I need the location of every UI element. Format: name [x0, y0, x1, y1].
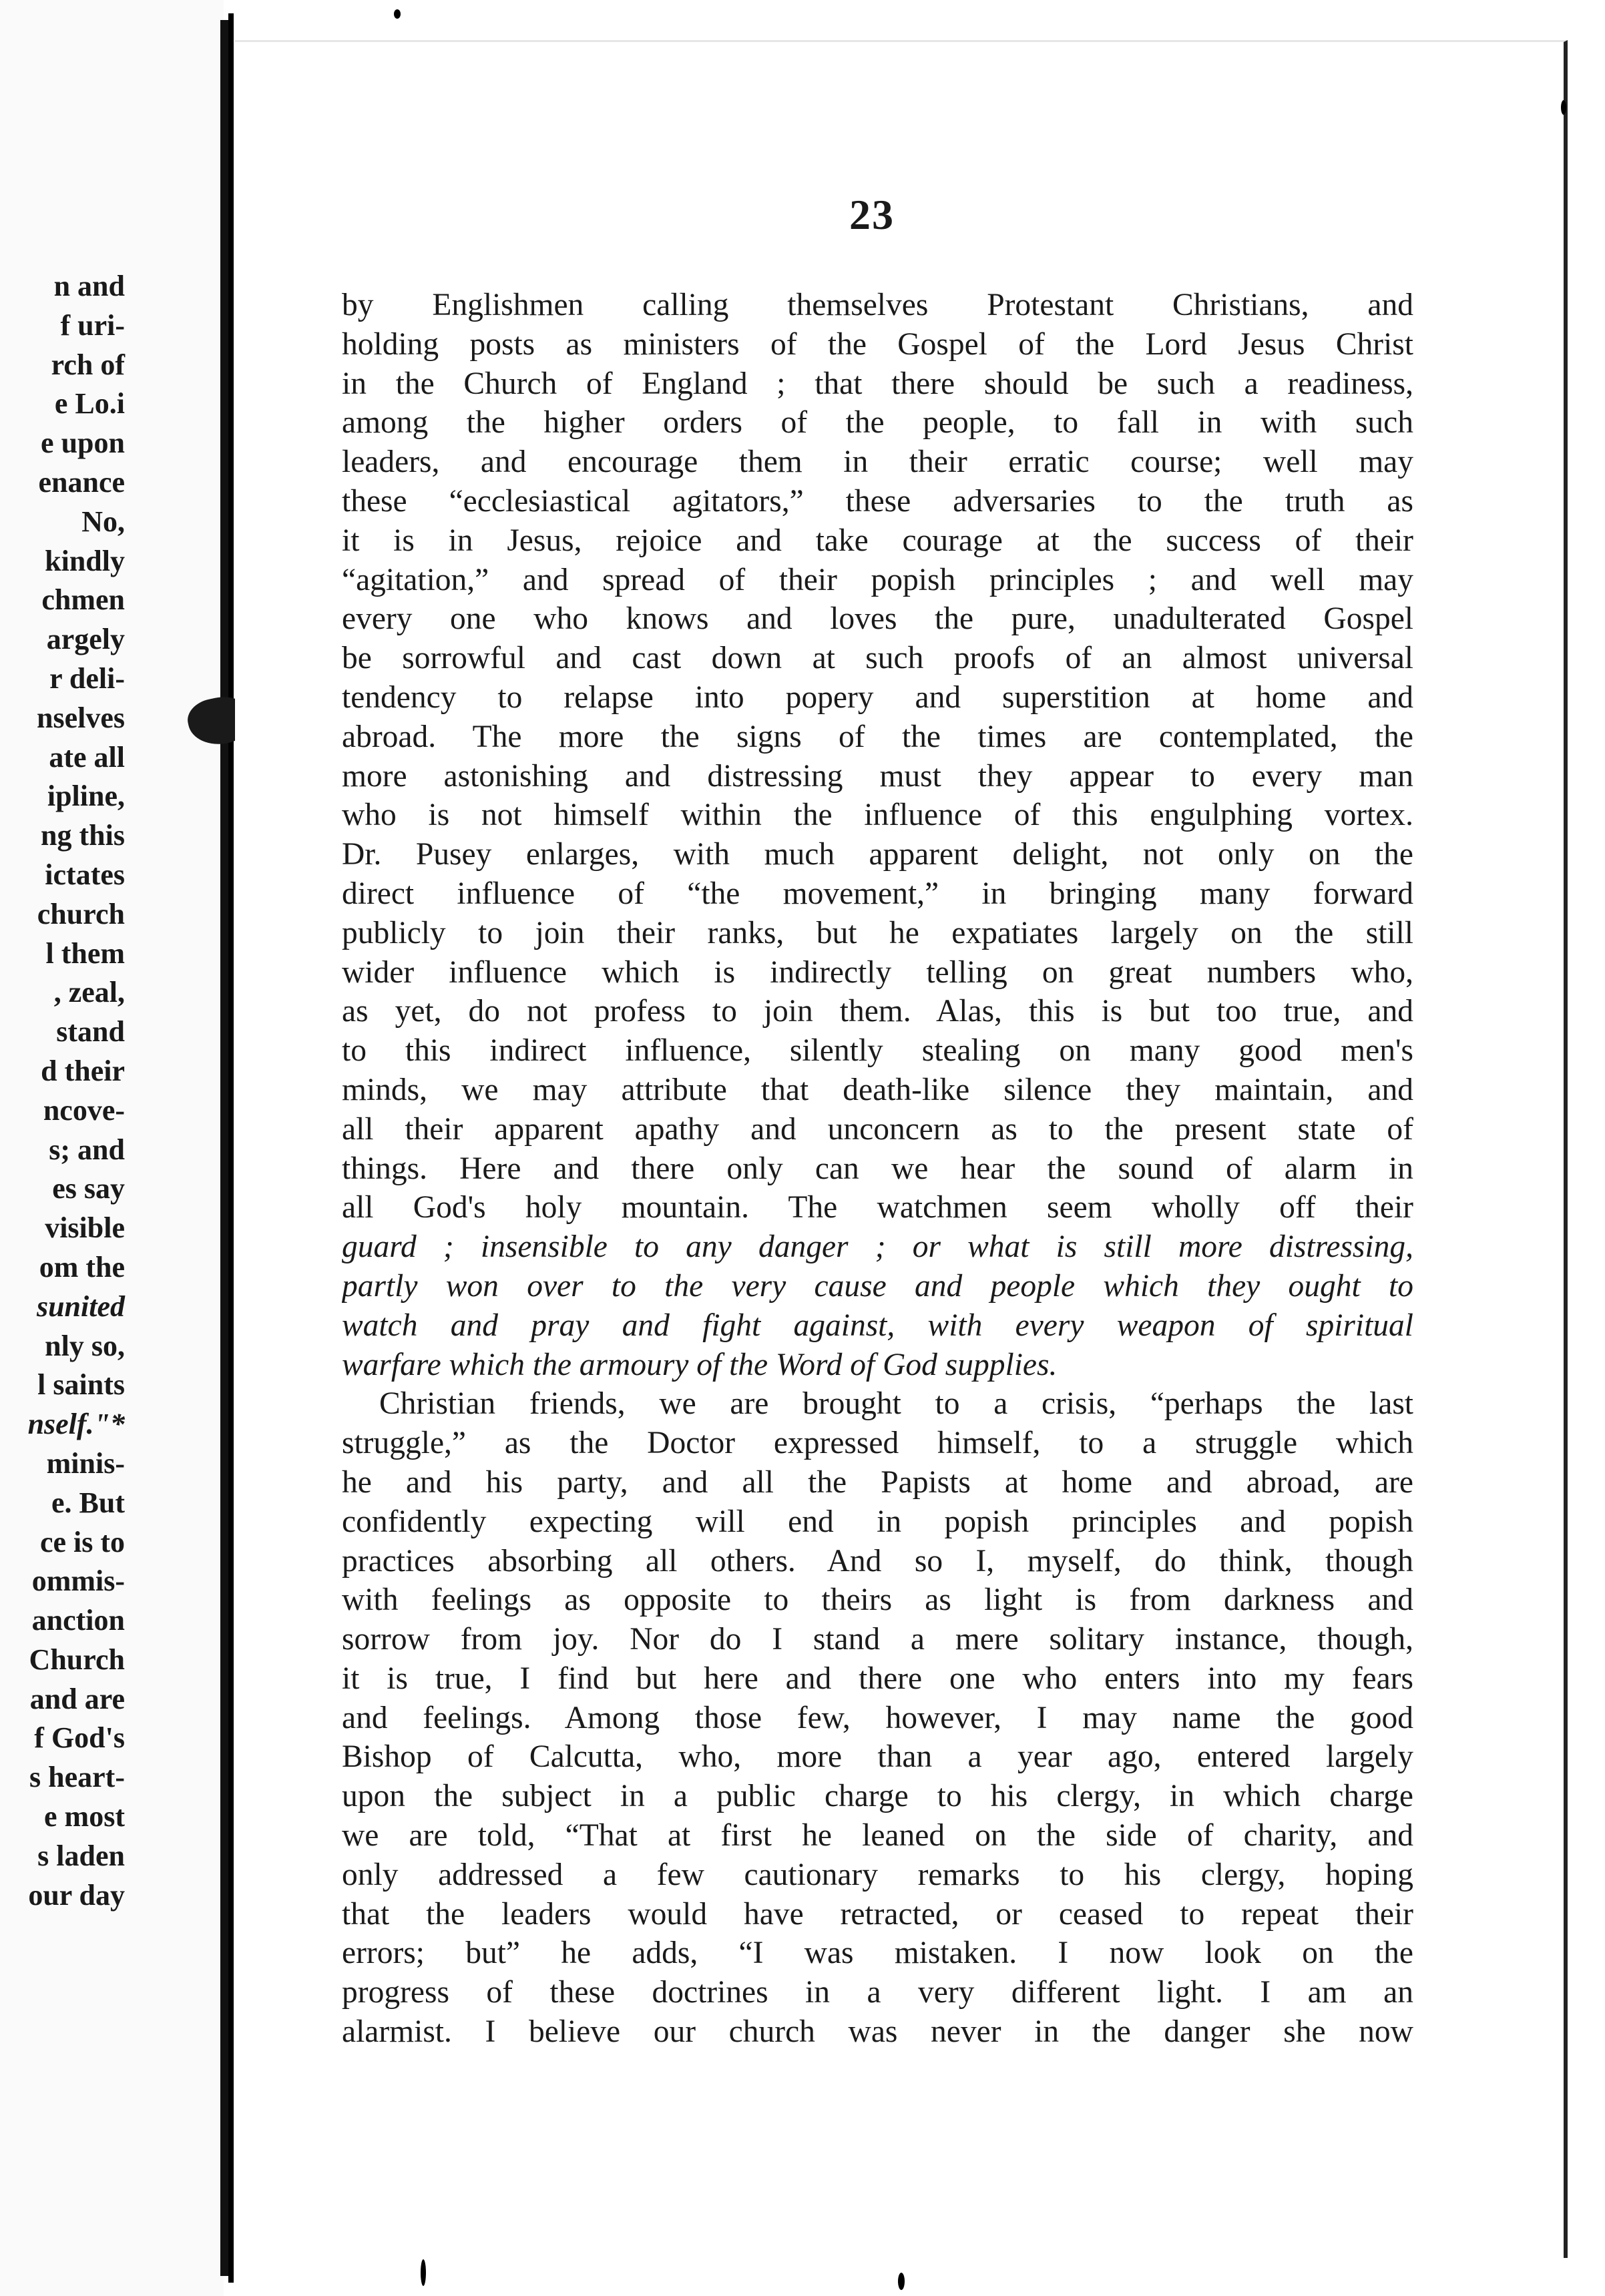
- left-line: rch of: [51, 348, 125, 381]
- left-line: nself."*: [27, 1408, 125, 1441]
- left-line: , zeal,: [53, 976, 125, 1009]
- left-line: r deli-: [49, 661, 125, 695]
- gutter-shadow: [228, 13, 234, 2283]
- text-line: errors; but” he adds, “I was mistaken. I now look on the: [342, 1936, 1413, 1971]
- text-line: all God's holy mountain. The watchmen seem wholly off their: [342, 1190, 1413, 1225]
- text-line: more astonishing and distressing must they appear to every man: [342, 758, 1413, 794]
- text-line: warfare which the armoury of the Word of God supplies.: [342, 1347, 1058, 1382]
- page-number: 23: [849, 191, 895, 238]
- left-line: chmen: [41, 583, 125, 617]
- left-line: nselves: [37, 701, 125, 734]
- body-text: [342, 286, 1413, 2052]
- text-line: direct influence of “the movement,” in bringing many forward: [342, 876, 1413, 911]
- text-line: only addressed a few cautionary remarks to his clergy, hoping: [342, 1857, 1413, 1892]
- text-line: struggle,” as the Doctor expressed himself, to a struggle which: [342, 1426, 1413, 1461]
- text-line: confidently expecting will end in popish principles and popish: [342, 1504, 1413, 1539]
- left-line: our day: [28, 1878, 125, 1912]
- text-line: guard ; insensible to any danger ; or what is still more distressing,: [342, 1229, 1413, 1265]
- scan-speck: [1561, 100, 1566, 115]
- left-line: es say: [52, 1172, 125, 1205]
- left-line: l saints: [37, 1368, 125, 1402]
- left-line: Church: [29, 1643, 125, 1676]
- text-line: it is in Jesus, rejoice and take courage at the success of their: [342, 523, 1413, 558]
- left-line: s laden: [37, 1839, 125, 1872]
- left-line: e most: [44, 1800, 125, 1833]
- left-line: e. But: [51, 1486, 125, 1519]
- text-line: things. Here and there only can we hear the sound of alarm in: [342, 1151, 1413, 1186]
- text-line: “agitation,” and spread of their popish principles ; and well may: [342, 562, 1413, 597]
- left-line: d their: [41, 1054, 125, 1087]
- left-line: s heart-: [29, 1761, 125, 1794]
- text-line: leaders, and encourage them in their erratic course; well may: [342, 445, 1413, 480]
- text-line: abroad. The more the signs of the times are contemplated, the: [342, 719, 1413, 754]
- text-line: these “ecclesiastical agitators,” these adversaries to the truth as: [342, 483, 1413, 519]
- text-line: as yet, do not profess to join them. Alas, this is but too true, and: [342, 994, 1413, 1029]
- left-line: minis-: [46, 1446, 125, 1480]
- left-line: visible: [45, 1211, 125, 1245]
- scan-speck: [394, 9, 401, 19]
- left-line: nly so,: [45, 1329, 125, 1362]
- left-line: ipline,: [47, 780, 125, 813]
- left-line: l them: [45, 936, 125, 970]
- text-line: Christian friends, we are brought to a crisis, “perhaps the last: [379, 1386, 1413, 1422]
- left-line: anction: [31, 1604, 125, 1637]
- text-line: minds, we may attribute that death-like silence they maintain, and: [342, 1072, 1413, 1107]
- text-line: upon the subject in a public charge to his clergy, in which charge: [342, 1779, 1413, 1814]
- scan-speck: [421, 2259, 426, 2286]
- text-line: Dr. Pusey enlarges, with much apparent delight, not only on the: [342, 837, 1413, 872]
- text-line: sorrow from joy. Nor do I stand a mere solitary instance, though,: [342, 1622, 1413, 1657]
- text-line: be sorrowful and cast down at such proofs of an almost universal: [342, 641, 1413, 676]
- left-line: ce is to: [39, 1525, 125, 1558]
- left-line: kindly: [45, 544, 125, 577]
- left-line: stand: [56, 1015, 125, 1049]
- text-line: every one who knows and loves the pure, unadulterated Gospel: [342, 601, 1413, 637]
- left-line: church: [37, 897, 125, 930]
- text-line: alarmist. I believe our church was never in the danger she now: [342, 2014, 1413, 2050]
- left-line: No,: [81, 505, 125, 538]
- text-line: progress of these doctrines in a very different light. I am an: [342, 1975, 1413, 2010]
- left-line: ate all: [49, 740, 125, 774]
- left-line: n and: [53, 270, 125, 302]
- left-line: ng this: [41, 819, 125, 852]
- left-line: ommis-: [31, 1564, 125, 1598]
- left-line: ictates: [45, 858, 125, 891]
- text-line: by Englishmen calling themselves Protestant Christians, and: [342, 288, 1413, 322]
- left-line: e upon: [41, 426, 125, 460]
- left-line: argely: [46, 623, 125, 656]
- left-line: e Lo.i: [54, 387, 125, 420]
- left-line: ncove-: [43, 1093, 125, 1127]
- left-line: enance: [38, 465, 125, 499]
- text-line: and feelings. Among those few, however, I may name the good: [342, 1700, 1413, 1735]
- right-page: [235, 40, 1568, 2258]
- text-line: in the Church of England ; that there should be such a readiness,: [342, 366, 1413, 401]
- text-line: watch and pray and fight against, with every weapon of spiritual: [342, 1308, 1413, 1343]
- text-line: practices absorbing all others. And so I, myself, do think, though: [342, 1543, 1413, 1579]
- text-line: that the leaders would have retracted, or ceased to repeat their: [342, 1896, 1413, 1932]
- text-line: holding posts as ministers of the Gospel of the Lord Jesus Christ: [342, 326, 1413, 362]
- left-line: and are: [29, 1682, 125, 1715]
- text-line: to this indirect influence, silently stealing on many good men's: [342, 1033, 1413, 1069]
- left-line: sunited: [36, 1289, 125, 1323]
- left-facing-page: [0, 0, 224, 2296]
- scan-speck: [898, 2273, 905, 2290]
- text-line: wider influence which is indirectly telling on great numbers who,: [342, 954, 1413, 990]
- left-line: f uri-: [60, 308, 125, 342]
- left-page-text-fragments: [0, 267, 224, 1915]
- left-line: s; and: [49, 1133, 125, 1166]
- text-line: all their apparent apathy and unconcern as to the present state of: [342, 1111, 1413, 1147]
- text-line: tendency to relapse into popery and superstition at home and: [342, 679, 1413, 715]
- text-line: he and his party, and all the Papists at home and abroad, are: [342, 1464, 1413, 1500]
- text-line: it is true, I find but here and there one who enters into my fears: [342, 1661, 1413, 1696]
- text-line: among the higher orders of the people, to fall in with such: [342, 405, 1413, 441]
- text-line: partly won over to the very cause and people which they ought to: [342, 1268, 1413, 1304]
- text-line: publicly to join their ranks, but he expatiates largely on the still: [342, 915, 1413, 950]
- left-line: f God's: [34, 1721, 125, 1755]
- text-line: we are told, “That at first he leaned on the side of charity, and: [342, 1818, 1413, 1853]
- text-line: with feelings as opposite to theirs as light is from darkness and: [342, 1583, 1413, 1618]
- text-line: who is not himself within the influence of this engulphing vortex.: [342, 798, 1413, 833]
- text-line: Bishop of Calcutta, who, more than a year ago, entered largely: [342, 1739, 1413, 1775]
- left-line: om the: [39, 1250, 125, 1283]
